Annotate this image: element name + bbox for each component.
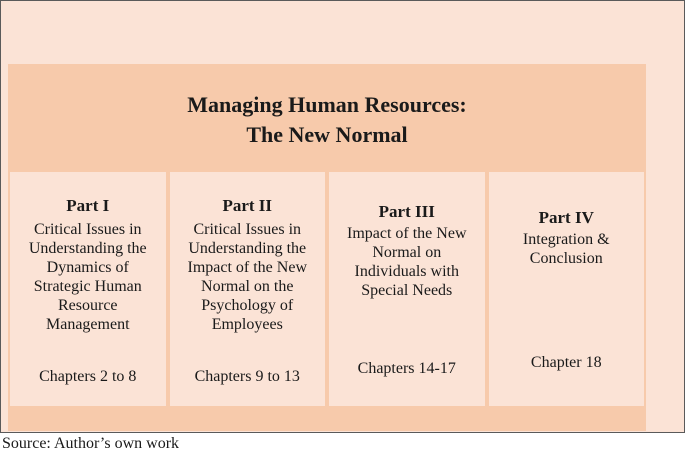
part-1-label: Part I — [66, 196, 110, 215]
part-3-description: Impact of the New Normal on Individuals with Special Needs — [346, 225, 467, 299]
part-4-label: Part IV — [538, 208, 594, 227]
parts-columns — [8, 172, 646, 406]
part-1-description: Critical Issues in Understanding the Dynamics of Strategic Human Resource Management — [28, 221, 147, 333]
title-line-2: The New Normal — [246, 122, 408, 147]
part-3-box — [327, 172, 487, 406]
part-1-chapters: Chapters 2 to 8 — [39, 368, 137, 385]
part-4-box — [487, 172, 647, 406]
part-4-chapters: Chapter 18 — [530, 354, 602, 371]
part-2-chapters: Chapters 9 to 13 — [194, 368, 300, 385]
source-note: Source: Author’s own work — [2, 435, 180, 452]
bottom-band — [8, 406, 646, 431]
part-2-description: Critical Issues in Understanding the Impact of the New Normal on the Psychology of Employees — [187, 221, 307, 333]
part-3-label: Part III — [378, 202, 435, 221]
part-2-box — [168, 172, 328, 406]
title-band — [8, 64, 646, 172]
part-1-box — [8, 172, 168, 406]
part-4-description: Integration & Conclusion — [522, 231, 610, 267]
part-3-chapters: Chapters 14-17 — [357, 360, 456, 377]
title-line-1: Managing Human Resources: — [187, 92, 467, 117]
part-2-label: Part II — [222, 196, 273, 215]
